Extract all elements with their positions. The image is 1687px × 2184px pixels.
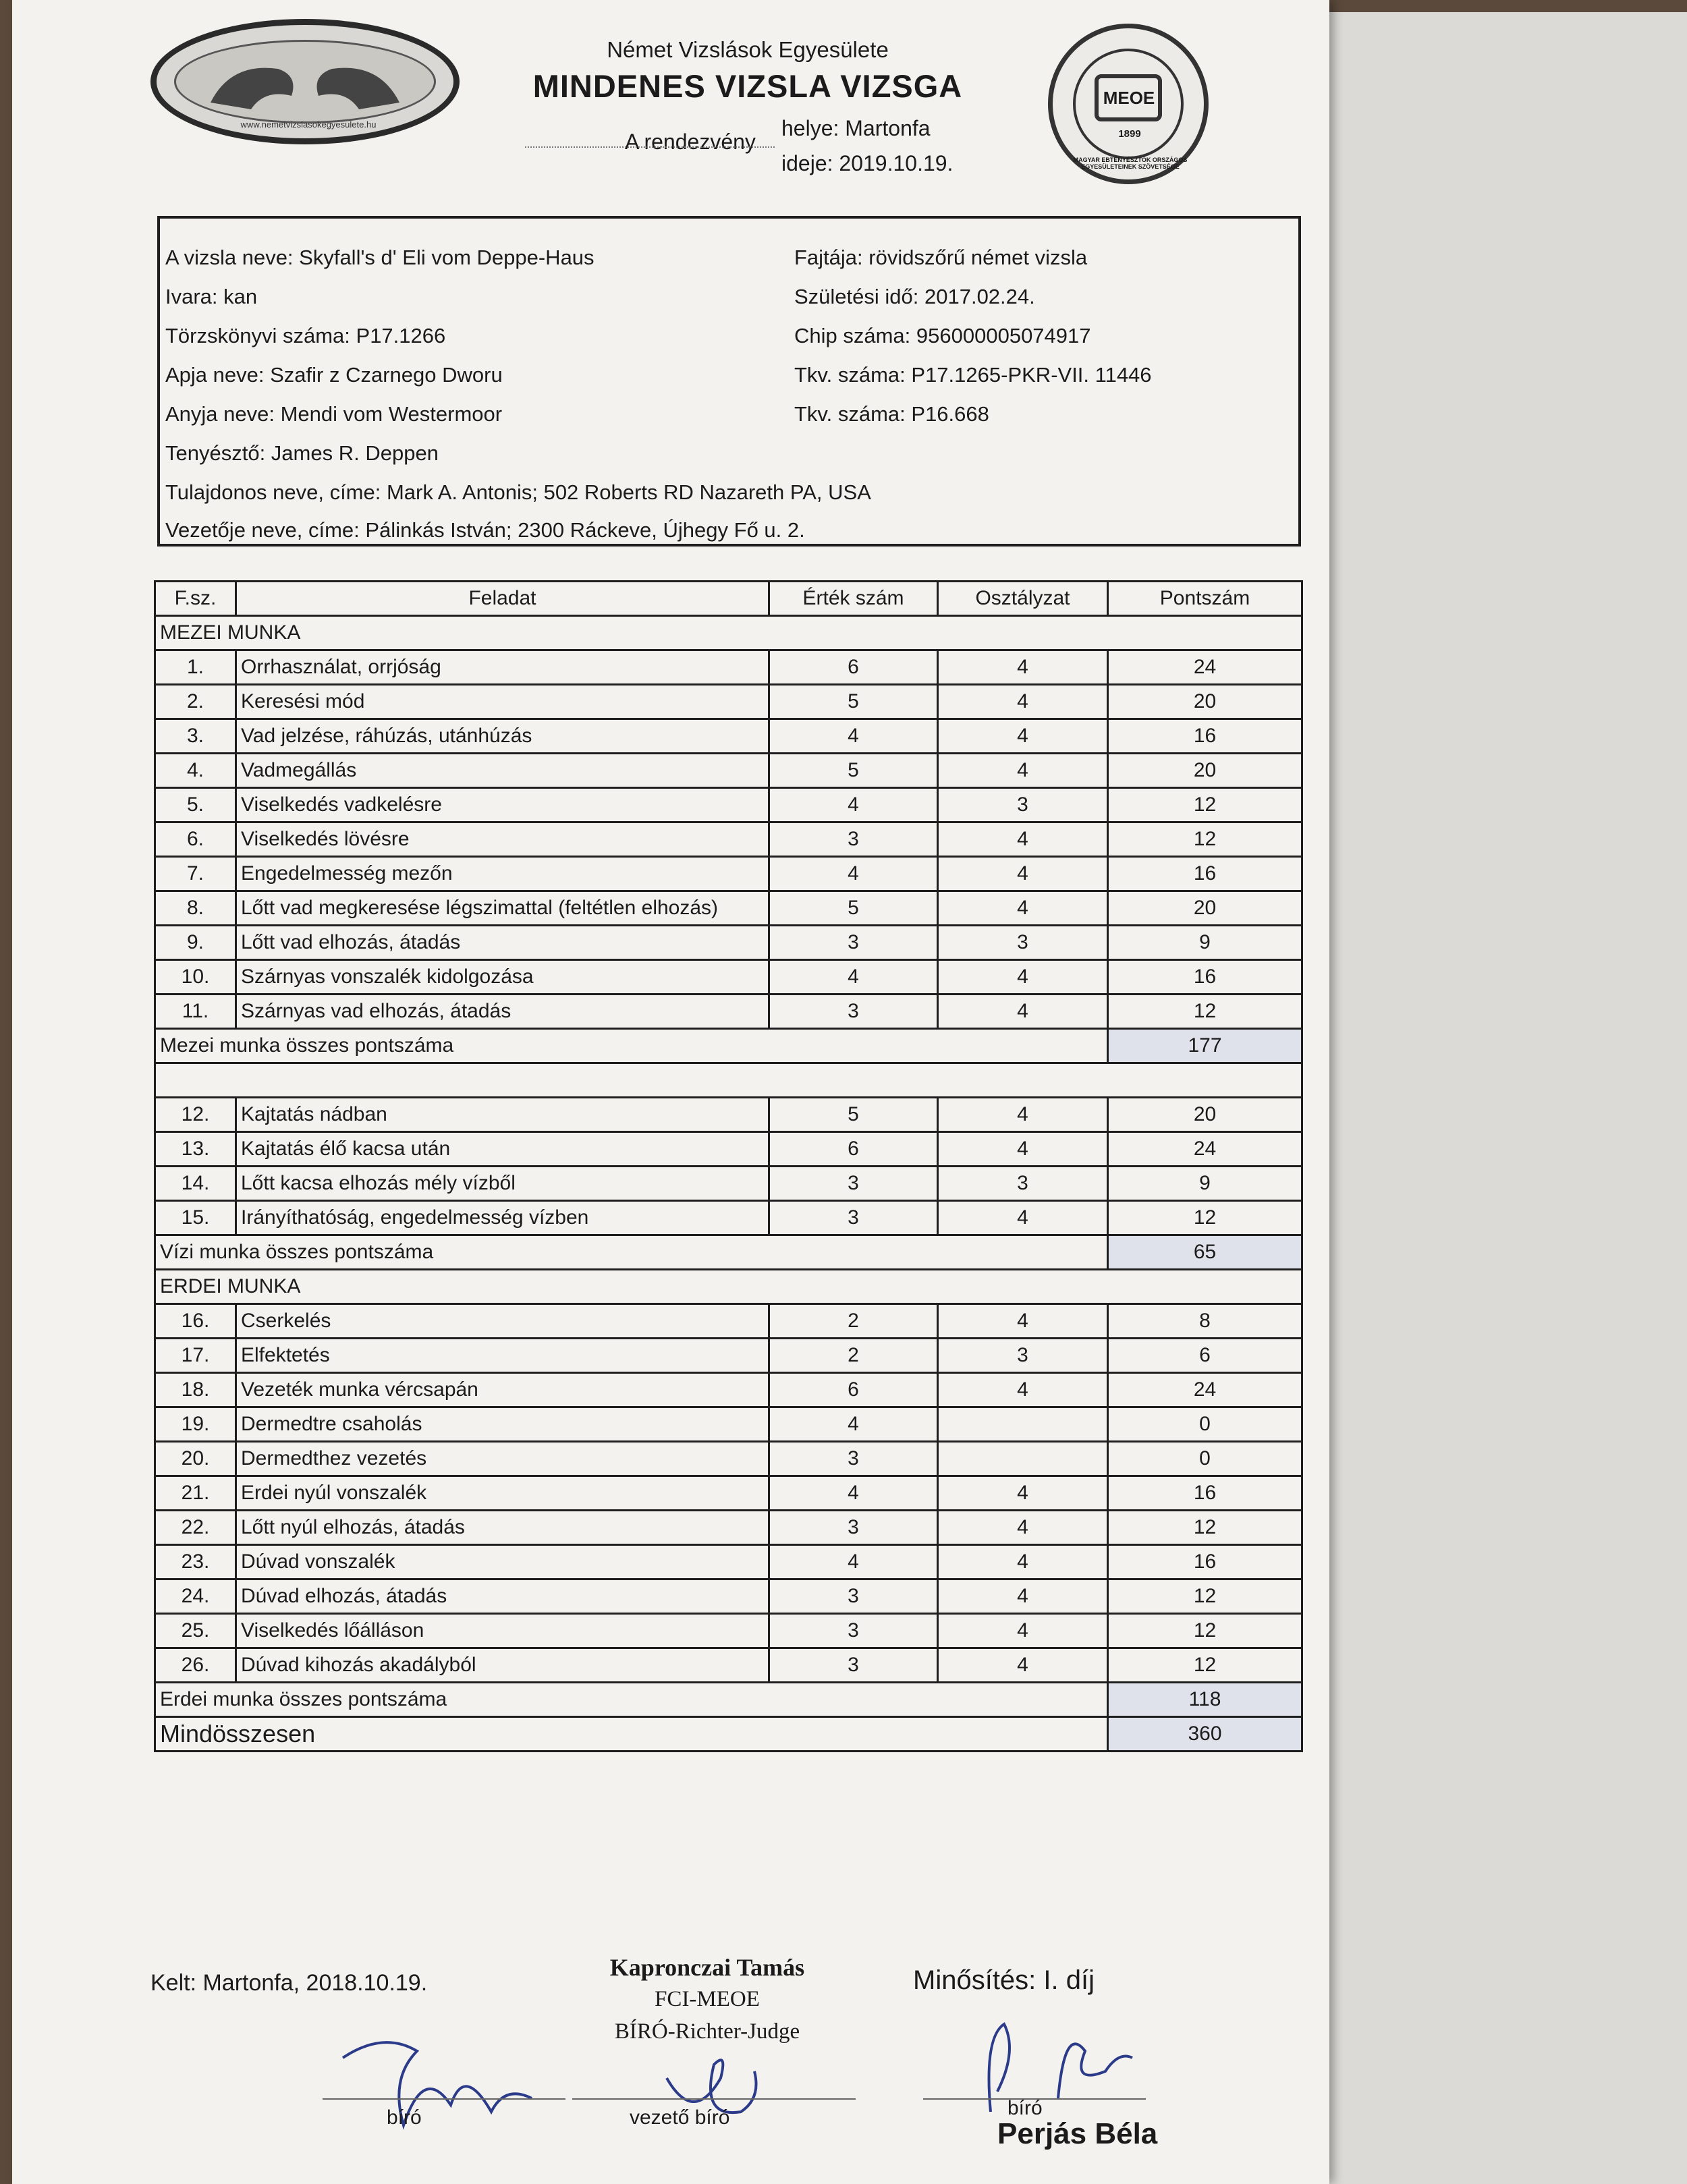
task-number: 18.	[155, 1373, 236, 1407]
sire-studbook: Tkv. száma: P17.1265-PKR-VII. 11446	[794, 363, 1152, 387]
meoe-seal	[1048, 24, 1209, 184]
task-number: 24.	[155, 1579, 236, 1614]
task-points: 9	[1108, 926, 1302, 960]
task-value: 5	[769, 1098, 938, 1132]
task-value: 2	[769, 1304, 938, 1339]
task-name: Dúvad vonszalék	[236, 1545, 769, 1579]
task-number: 19.	[155, 1407, 236, 1442]
task-points: 20	[1108, 891, 1302, 926]
table-row	[155, 1201, 1302, 1235]
grand-total-row	[155, 1717, 1302, 1752]
task-points: 9	[1108, 1167, 1302, 1201]
task-name: Dúvad elhozás, átadás	[236, 1579, 769, 1614]
task-points: 12	[1108, 1614, 1302, 1648]
task-name: Keresési mód	[236, 685, 769, 719]
task-value: 3	[769, 995, 938, 1029]
judge1-signature	[329, 2024, 552, 2159]
field-total-label: Mezei munka összes pontszáma	[155, 1029, 1108, 1063]
task-points: 16	[1108, 1476, 1302, 1511]
task-grade: 4	[938, 1476, 1108, 1511]
table-row	[155, 1132, 1302, 1167]
table-header-row	[155, 582, 1302, 616]
table-row	[155, 891, 1302, 926]
breeder: Tenyésztő: James R. Deppen	[165, 441, 439, 465]
task-value: 3	[769, 1201, 938, 1235]
task-points: 16	[1108, 960, 1302, 995]
task-value: 5	[769, 891, 938, 926]
task-number: 11.	[155, 995, 236, 1029]
task-grade: 4	[938, 650, 1108, 685]
task-name: Lőtt kacsa elhozás mély vízből	[236, 1167, 769, 1201]
task-number: 22.	[155, 1511, 236, 1545]
task-value: 6	[769, 1373, 938, 1407]
task-value: 4	[769, 857, 938, 891]
task-points: 12	[1108, 1201, 1302, 1235]
task-name: Vezeték munka vércsapán	[236, 1373, 769, 1407]
birth-date: Születési idő: 2017.02.24.	[794, 285, 1035, 308]
field-work-section: MEZEI MUNKA	[155, 616, 1302, 650]
task-grade: 4	[938, 1304, 1108, 1339]
table-row	[155, 1511, 1302, 1545]
owner: Tulajdonos neve, címe: Mark A. Antonis; 502 Roberts RD Nazareth PA, USA	[165, 480, 871, 504]
task-number: 17.	[155, 1339, 236, 1373]
col-header-value: Érték szám	[769, 582, 938, 616]
task-grade: 4	[938, 1579, 1108, 1614]
task-points: 16	[1108, 1545, 1302, 1579]
task-number: 25.	[155, 1614, 236, 1648]
task-name: Dermedtre csaholás	[236, 1407, 769, 1442]
dam-name: Anyja neve: Mendi vom Westermoor	[165, 402, 503, 426]
table-row	[155, 1614, 1302, 1648]
club-logo	[150, 19, 460, 144]
table-row	[155, 1442, 1302, 1476]
handler: Vezetője neve, címe: Pálinkás István; 2300 Ráckeve, Újhegy Fő u. 2.	[165, 518, 805, 542]
grand-total-label: Mindösszesen	[155, 1717, 1108, 1752]
table-row	[155, 926, 1302, 960]
task-name: Viselkedés lövésre	[236, 822, 769, 857]
task-value: 4	[769, 960, 938, 995]
task-value: 3	[769, 1614, 938, 1648]
task-points: 20	[1108, 1098, 1302, 1132]
water-total-value: 65	[1108, 1235, 1302, 1270]
forest-total-label: Erdei munka összes pontszáma	[155, 1683, 1108, 1717]
task-value: 2	[769, 1339, 938, 1373]
task-grade: 4	[938, 857, 1108, 891]
score-table	[154, 580, 1303, 1752]
task-value: 6	[769, 650, 938, 685]
task-number: 21.	[155, 1476, 236, 1511]
task-name: Erdei nyúl vonszalék	[236, 1476, 769, 1511]
field-total-row	[155, 1029, 1302, 1063]
task-points: 16	[1108, 857, 1302, 891]
table-row	[155, 857, 1302, 891]
task-value: 3	[769, 822, 938, 857]
task-points: 12	[1108, 788, 1302, 822]
task-number: 12.	[155, 1098, 236, 1132]
organization-name: Német Vizslások Egyesülete	[607, 37, 889, 62]
exam-title: MINDENES VIZSLA VIZSGA	[532, 68, 963, 104]
task-grade: 4	[938, 822, 1108, 857]
table-row	[155, 1648, 1302, 1683]
task-points: 24	[1108, 1132, 1302, 1167]
task-name: Dermedthez vezetés	[236, 1442, 769, 1476]
task-name: Vad jelzése, ráhúzás, utánhúzás	[236, 719, 769, 754]
task-points: 12	[1108, 1579, 1302, 1614]
table-row	[155, 1339, 1302, 1373]
table-row	[155, 1373, 1302, 1407]
task-grade: 3	[938, 788, 1108, 822]
col-header-grade: Osztályzat	[938, 582, 1108, 616]
task-name: Vadmegállás	[236, 754, 769, 788]
task-name: Dúvad kihozás akadályból	[236, 1648, 769, 1683]
table-row	[155, 1579, 1302, 1614]
task-points: 24	[1108, 1373, 1302, 1407]
task-number: 26.	[155, 1648, 236, 1683]
task-grade: 4	[938, 1132, 1108, 1167]
chip-number: Chip száma: 956000005074917	[794, 324, 1091, 347]
task-value: 3	[769, 1648, 938, 1683]
task-number: 9.	[155, 926, 236, 960]
dotted-line	[525, 146, 775, 148]
task-name: Lőtt vad elhozás, átadás	[236, 926, 769, 960]
task-value: 3	[769, 1167, 938, 1201]
dated: Kelt: Martonfa, 2018.10.19.	[150, 1970, 428, 1996]
task-grade	[938, 1407, 1108, 1442]
task-value: 3	[769, 1511, 938, 1545]
task-points: 8	[1108, 1304, 1302, 1339]
task-grade: 4	[938, 1614, 1108, 1648]
task-value: 3	[769, 1442, 938, 1476]
task-grade: 4	[938, 1545, 1108, 1579]
task-name: Szárnyas vad elhozás, átadás	[236, 995, 769, 1029]
studbook-number: Törzskönyvi száma: P17.1266	[165, 324, 446, 347]
task-number: 7.	[155, 857, 236, 891]
task-name: Lőtt vad megkeresése légszimattal (feltétlen elhozás)	[236, 891, 769, 926]
table-row	[155, 1098, 1302, 1132]
task-number: 15.	[155, 1201, 236, 1235]
table-row	[155, 1304, 1302, 1339]
task-number: 2.	[155, 685, 236, 719]
task-grade	[938, 1442, 1108, 1476]
task-points: 0	[1108, 1407, 1302, 1442]
col-header-points: Pontszám	[1108, 582, 1302, 616]
task-number: 16.	[155, 1304, 236, 1339]
task-grade: 4	[938, 1511, 1108, 1545]
water-total-row	[155, 1235, 1302, 1270]
table-row	[155, 995, 1302, 1029]
field-total-value: 177	[1108, 1029, 1302, 1063]
table-row	[155, 1476, 1302, 1511]
task-name: Engedelmesség mezőn	[236, 857, 769, 891]
task-name: Kajtatás nádban	[236, 1098, 769, 1132]
task-points: 12	[1108, 1511, 1302, 1545]
task-grade: 4	[938, 754, 1108, 788]
table-row	[155, 960, 1302, 995]
event-location: helye: Martonfa	[781, 116, 931, 140]
col-header-number: F.sz.	[155, 582, 236, 616]
sire-name: Apja neve: Szafir z Czarnego Dworu	[165, 363, 503, 387]
table-row	[155, 685, 1302, 719]
forest-total-row	[155, 1683, 1302, 1717]
task-value: 4	[769, 1476, 938, 1511]
task-grade: 3	[938, 1167, 1108, 1201]
event-date: ideje: 2019.10.19.	[781, 151, 953, 175]
task-number: 20.	[155, 1442, 236, 1476]
task-number: 1.	[155, 650, 236, 685]
judge2-label: bíró	[1007, 2097, 1043, 2119]
task-name: Viselkedés vadkelésre	[236, 788, 769, 822]
task-number: 5.	[155, 788, 236, 822]
exam-sheet	[12, 0, 1329, 2184]
task-grade: 4	[938, 1648, 1108, 1683]
seal-text: MAGYAR EBTENYÉSZTŐK ORSZÁGOS EGYESÜLETEINEK SZÖVETSÉGE	[1073, 157, 1188, 170]
task-points: 12	[1108, 822, 1302, 857]
task-points: 12	[1108, 1648, 1302, 1683]
task-name: Szárnyas vonszalék kidolgozása	[236, 960, 769, 995]
task-points: 0	[1108, 1442, 1302, 1476]
task-points: 20	[1108, 685, 1302, 719]
task-name: Cserkelés	[236, 1304, 769, 1339]
task-number: 10.	[155, 960, 236, 995]
task-points: 6	[1108, 1339, 1302, 1373]
task-grade: 4	[938, 719, 1108, 754]
task-grade: 4	[938, 891, 1108, 926]
spacer-row	[155, 1063, 1302, 1098]
grand-total-value: 360	[1108, 1717, 1302, 1752]
task-grade: 4	[938, 685, 1108, 719]
task-number: 13.	[155, 1132, 236, 1167]
task-name: Orrhasználat, orrjóság	[236, 650, 769, 685]
head-judge-label: vezető bíró	[630, 2106, 730, 2129]
head-judge-name: Kapronczai Tamás	[609, 1954, 805, 1981]
task-number: 23.	[155, 1545, 236, 1579]
task-grade: 4	[938, 960, 1108, 995]
logo-url: www.nemetvizslasokegyesulete.hu	[240, 119, 377, 130]
judge2-signature	[970, 2011, 1159, 2125]
task-grade: 3	[938, 926, 1108, 960]
empty-cell	[155, 1063, 1302, 1098]
head-judge-title: FCI-MEOE	[655, 1987, 760, 2011]
task-number: 3.	[155, 719, 236, 754]
task-value: 4	[769, 1407, 938, 1442]
task-number: 8.	[155, 891, 236, 926]
task-value: 4	[769, 719, 938, 754]
judge1-line	[323, 2098, 565, 2100]
rating: Minősítés: I. díj	[913, 1965, 1095, 1995]
table-row	[155, 822, 1302, 857]
score-table-body	[155, 582, 1302, 1752]
field-work-section-row	[155, 616, 1302, 650]
task-value: 6	[769, 1132, 938, 1167]
task-value: 5	[769, 754, 938, 788]
seal-year: 1899	[1118, 128, 1141, 140]
task-points: 16	[1108, 719, 1302, 754]
task-grade: 4	[938, 1098, 1108, 1132]
table-row	[155, 1167, 1302, 1201]
task-name: Irányíthatóság, engedelmesség vízben	[236, 1201, 769, 1235]
col-header-task: Feladat	[236, 582, 769, 616]
forest-work-section-row	[155, 1270, 1302, 1304]
judge2-name: Perjás Béla	[997, 2117, 1158, 2150]
dog-sex: Ivara: kan	[165, 285, 258, 308]
forest-work-section: ERDEI MUNKA	[155, 1270, 1302, 1304]
breed: Fajtája: rövidszőrű német vizsla	[794, 246, 1088, 269]
task-number: 6.	[155, 822, 236, 857]
task-value: 5	[769, 685, 938, 719]
table-row	[155, 719, 1302, 754]
head-judge-line	[572, 2098, 856, 2100]
task-grade: 4	[938, 995, 1108, 1029]
task-value: 3	[769, 1579, 938, 1614]
task-name: Lőtt nyúl elhozás, átadás	[236, 1511, 769, 1545]
water-total-label: Vízi munka összes pontszáma	[155, 1235, 1108, 1270]
task-value: 4	[769, 1545, 938, 1579]
seal-abbr: MEOE	[1103, 88, 1155, 108]
judge1-label: bíró	[387, 2106, 422, 2129]
table-row	[155, 754, 1302, 788]
task-name: Kajtatás élő kacsa után	[236, 1132, 769, 1167]
task-value: 4	[769, 788, 938, 822]
dam-studbook: Tkv. száma: P16.668	[794, 402, 989, 426]
task-number: 4.	[155, 754, 236, 788]
task-points: 24	[1108, 650, 1302, 685]
dog-name: A vizsla neve: Skyfall's d' Eli vom Deppe-Haus	[165, 246, 594, 269]
dog-heads-icon	[204, 55, 406, 116]
head-judge-role: BÍRÓ-Richter-Judge	[614, 2019, 800, 2044]
task-grade: 4	[938, 1373, 1108, 1407]
table-row	[155, 650, 1302, 685]
task-value: 3	[769, 926, 938, 960]
table-row	[155, 1545, 1302, 1579]
task-name: Viselkedés lőálláson	[236, 1614, 769, 1648]
forest-total-value: 118	[1108, 1683, 1302, 1717]
organizer-label: A rendezvény	[625, 130, 756, 154]
task-points: 20	[1108, 754, 1302, 788]
table-row	[155, 788, 1302, 822]
task-number: 14.	[155, 1167, 236, 1201]
table-row	[155, 1407, 1302, 1442]
task-grade: 3	[938, 1339, 1108, 1373]
task-points: 12	[1108, 995, 1302, 1029]
dog-info-box	[157, 216, 1301, 547]
task-name: Elfektetés	[236, 1339, 769, 1373]
task-grade: 4	[938, 1201, 1108, 1235]
